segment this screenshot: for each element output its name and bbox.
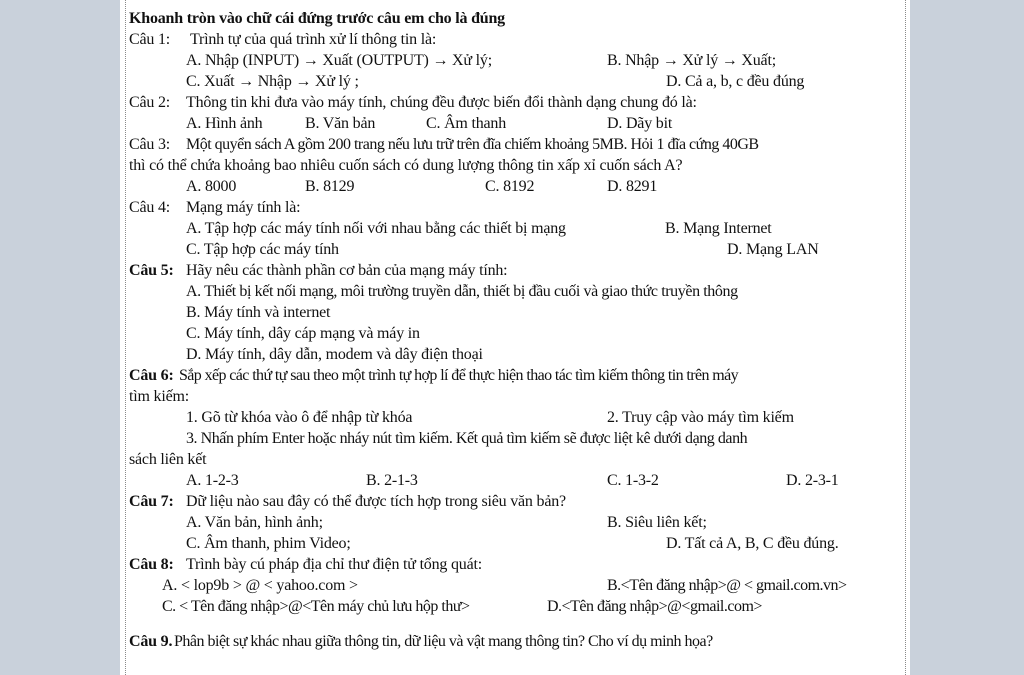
document-body[interactable] xyxy=(129,8,904,652)
question-7 xyxy=(129,491,904,512)
option-d: D. 2-3-1 xyxy=(786,472,839,489)
question-text-continued: tìm kiếm: xyxy=(129,388,189,405)
option-b: B. Văn bản xyxy=(305,115,376,132)
question-text: Thông tin khi đưa vào máy tính, chúng đều được biến đổi thành dạng chung đó là: xyxy=(186,94,697,111)
step-2: 2. Truy cập vào máy tìm kiếm xyxy=(607,409,794,426)
option-d: D. Mạng LAN xyxy=(727,241,819,258)
right-margin-guide xyxy=(905,0,906,675)
option-b: B. Nhập → Xử lý → Xuất; xyxy=(607,52,776,69)
option-a: A. 8000 xyxy=(186,178,237,195)
option-d: D. Dãy bit xyxy=(607,115,673,132)
question-1 xyxy=(129,29,904,50)
question-label: Câu 8: xyxy=(129,556,174,573)
question-6 xyxy=(129,365,904,386)
question-label: Câu 3: xyxy=(129,136,171,153)
option-a: A. Văn bản, hình ảnh; xyxy=(186,514,323,531)
question-text: Dữ liệu nào sau đây có thể được tích hợp trong siêu văn bản? xyxy=(186,493,566,510)
question-4 xyxy=(129,197,904,218)
option-b: B. 2-1-3 xyxy=(366,472,418,489)
option-c: C. < Tên đăng nhập>@<Tên máy chủ lưu hộp thư> xyxy=(162,598,470,615)
option-d: D.<Tên đăng nhập>@<gmail.com> xyxy=(547,598,762,615)
step-3-continued: sách liên kết xyxy=(129,451,207,468)
option-b: B. 8129 xyxy=(305,178,355,195)
step-3: 3. Nhấn phím Enter hoặc nháy nút tìm kiếm. Kết quả tìm kiếm sẽ được liệt kê dưới dạng danh xyxy=(186,430,748,447)
question-text: Trình tự của quá trình xử lí thông tin là: xyxy=(190,31,437,48)
option-c: C. 8192 xyxy=(485,178,535,195)
question-label: Câu 9. xyxy=(129,633,173,650)
option-c: C. Âm thanh xyxy=(426,115,507,132)
option-b: B. Mạng Internet xyxy=(665,220,772,237)
question-label: Câu 5: xyxy=(129,262,174,279)
option-b: B. Máy tính và internet xyxy=(186,304,331,321)
option-a: A. Thiết bị kết nối mạng, môi trường truyền dẫn, thiết bị đầu cuối và giao thức truyền thông xyxy=(186,283,738,300)
question-2 xyxy=(129,92,904,113)
option-c: C. Xuất → Nhập → Xử lý ; xyxy=(186,73,359,90)
left-margin-guide xyxy=(125,0,126,675)
question-text: Phân biệt sự khác nhau giữa thông tin, dữ liệu và vật mang thông tin? Cho ví dụ minh họa? xyxy=(174,633,713,650)
question-text: Trình bày cú pháp địa chỉ thư điện tử tổng quát: xyxy=(186,556,483,573)
option-a: A. Nhập (INPUT) → Xuất (OUTPUT) → Xử lý; xyxy=(186,52,492,69)
step-1: 1. Gõ từ khóa vào ô để nhập từ khóa xyxy=(186,409,413,426)
question-text: Hãy nêu các thành phần cơ bản của mạng máy tính: xyxy=(186,262,508,279)
option-d: D. Máy tính, dây dẫn, modem và dây điện thoại xyxy=(186,346,483,363)
right-margin-area xyxy=(910,0,1024,675)
option-a: A. Tập hợp các máy tính nối với nhau bằng các thiết bị mạng xyxy=(186,220,566,237)
option-c: C. 1-3-2 xyxy=(607,472,659,489)
option-a: A. Hình ảnh xyxy=(186,115,263,132)
question-text: Một quyển sách A gồm 200 trang nếu lưu trữ trên đĩa chiếm khoảng 5MB. Hỏi 1 đĩa cứng 40GB xyxy=(186,136,759,153)
question-3 xyxy=(129,134,904,155)
option-c: C. Máy tính, dây cáp mạng và máy in xyxy=(186,325,420,342)
option-c: C. Âm thanh, phim Video; xyxy=(186,535,351,552)
question-5 xyxy=(129,260,904,281)
heading: Khoanh tròn vào chữ cái đứng trước câu em cho là đúng xyxy=(129,10,505,27)
question-label: Câu 2: xyxy=(129,94,171,111)
option-a: A. < lop9b > @ < yahoo.com > xyxy=(162,577,358,594)
option-b: B. Siêu liên kết; xyxy=(607,514,707,531)
option-a: A. 1-2-3 xyxy=(186,472,239,489)
question-text: Sắp xếp các thứ tự sau theo một trình tự hợp lí để thực hiện thao tác tìm kiếm thông tin trên máy xyxy=(179,367,739,384)
question-label: Câu 6: xyxy=(129,367,174,384)
question-text: Mạng máy tính là: xyxy=(186,199,301,216)
question-8 xyxy=(129,554,904,575)
left-margin-area xyxy=(0,0,120,675)
question-label: Câu 4: xyxy=(129,199,171,216)
option-c: C. Tập hợp các máy tính xyxy=(186,241,339,258)
question-label: Câu 7: xyxy=(129,493,174,510)
question-text-continued: thì có thể chứa khoảng bao nhiêu cuốn sách có dung lượng thông tin xấp xỉ cuốn sách A? xyxy=(129,157,683,174)
question-label: Câu 1: xyxy=(129,31,171,48)
option-b: B.<Tên đăng nhập>@ < gmail.com.vn> xyxy=(607,577,847,594)
option-d: D. Tất cả A, B, C đều đúng. xyxy=(666,535,839,552)
option-d: D. 8291 xyxy=(607,178,658,195)
option-d: D. Cả a, b, c đều đúng xyxy=(666,73,805,90)
question-9 xyxy=(129,631,904,652)
